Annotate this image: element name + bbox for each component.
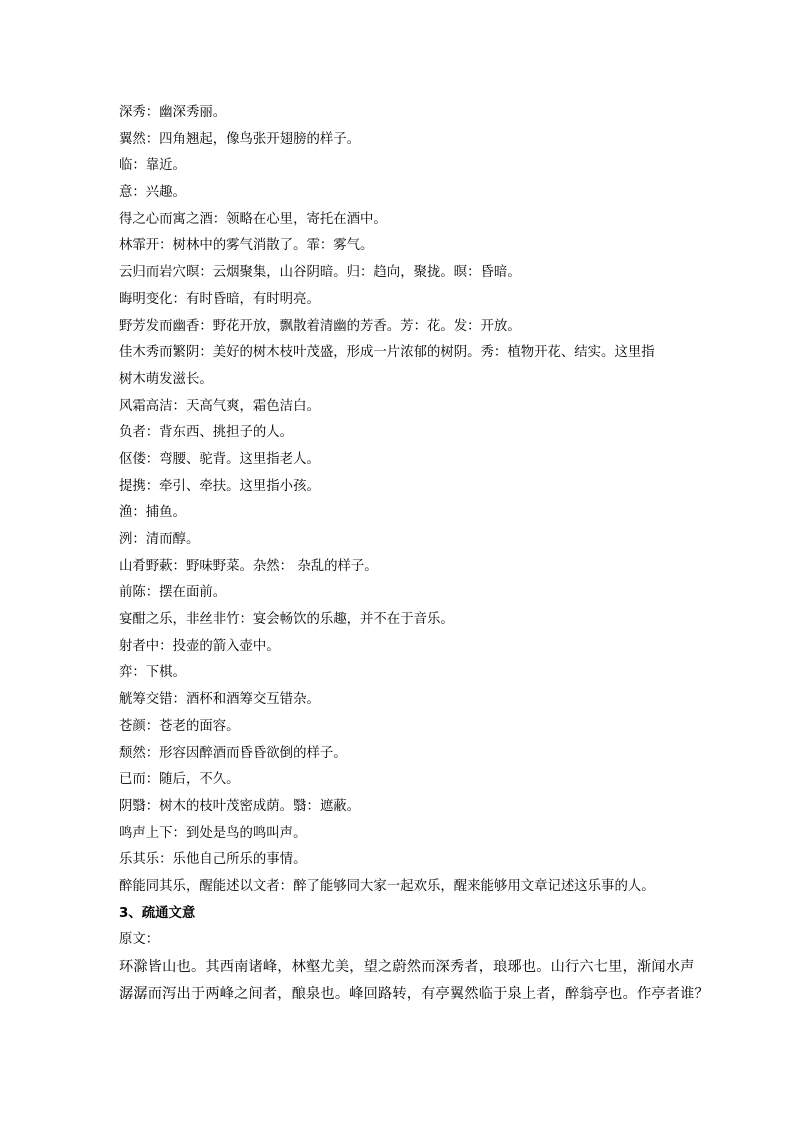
gloss-line: 负者：背东西、挑担子的人。 (119, 425, 294, 441)
gloss-line: 风霜高洁：天高气爽，霜色洁白。 (119, 398, 320, 414)
original-text-line: 环滁皆山也。其西南诸峰，林壑尤美，望之蔚然而深秀者，琅琊也。山行六七里，渐闻水声 (119, 959, 695, 975)
gloss-line: 伛偻：弯腰、驼背。这里指老人。 (119, 451, 320, 467)
gloss-line: 乐其乐：乐他自己所乐的事情。 (119, 852, 307, 868)
gloss-line: 深秀：幽深秀丽。 (119, 105, 227, 120)
gloss-line: 佳木秀而繁阴：美好的树木枝叶茂盛，形成一片浓郁的树阴。秀：植物开花、结实。这里指 (119, 345, 655, 361)
gloss-line: 射者中：投壶的箭入壶中。 (119, 638, 280, 654)
section-heading: 3、疏通文意 (119, 905, 196, 921)
gloss-line: 宴酣之乐，非丝非竹：宴会畅饮的乐趣，并不在于音乐。 (119, 612, 454, 628)
glossary-list (119, 100, 679, 901)
gloss-line: 野芳发而幽香：野花开放，飘散着清幽的芳香。芳：花。发：开放。 (119, 318, 521, 334)
gloss-line: 意：兴趣。 (119, 185, 186, 201)
gloss-line: 临：靠近。 (119, 158, 186, 174)
gloss-line: 山肴野蔌：野味野菜。杂然： 杂乱的样子。 (119, 558, 378, 574)
gloss-line: 鸣声上下：到处是鸟的鸣叫声。 (119, 825, 307, 841)
original-text-line: 潺潺而泻出于两峰之间者，酿泉也。峰回路转，有亭翼然临于泉上者，醉翁亭也。作亭者谁？ (119, 985, 709, 1002)
document-body (119, 100, 709, 1007)
gloss-line: 林霏开：树林中的雾气消散了。霏：雾气。 (119, 238, 374, 254)
gloss-line: 树木萌发滋长。 (119, 371, 213, 387)
original-text (119, 954, 709, 1007)
gloss-line: 晦明变化：有时昏暗，有时明亮。 (119, 291, 320, 307)
original-label: 原文： (119, 932, 160, 948)
gloss-line: 醉能同其乐，醒能述以文者：醉了能够同大家一起欢乐，醒来能够用文章记述这乐事的人。 (119, 878, 655, 894)
gloss-line: 颓然：形容因醉酒而昏昏欲倒的样子。 (119, 745, 347, 761)
gloss-line: 弈：下棋。 (119, 665, 186, 681)
gloss-line: 得之心而寓之酒：领略在心里，寄托在酒中。 (119, 211, 387, 227)
gloss-line: 提携：牵引、牵扶。这里指小孩。 (119, 478, 320, 494)
gloss-line: 云归而岩穴暝：云烟聚集，山谷阴暗。归：趋向，聚拢。暝：昏暗。 (119, 265, 521, 281)
gloss-line: 洌：清而醇。 (119, 532, 200, 547)
gloss-line: 渔：捕鱼。 (119, 505, 186, 521)
gloss-line: 苍颜：苍老的面容。 (119, 718, 240, 734)
gloss-line: 翼然：四角翘起，像鸟张开翅膀的样子。 (119, 131, 361, 147)
gloss-line: 阴翳：树木的枝叶茂密成荫。翳：遮蔽。 (119, 798, 361, 814)
gloss-line: 觥筹交错：酒杯和酒筹交互错杂。 (119, 692, 320, 708)
gloss-line: 前陈：摆在面前。 (119, 585, 227, 601)
gloss-line: 已而：随后，不久。 (119, 772, 240, 788)
